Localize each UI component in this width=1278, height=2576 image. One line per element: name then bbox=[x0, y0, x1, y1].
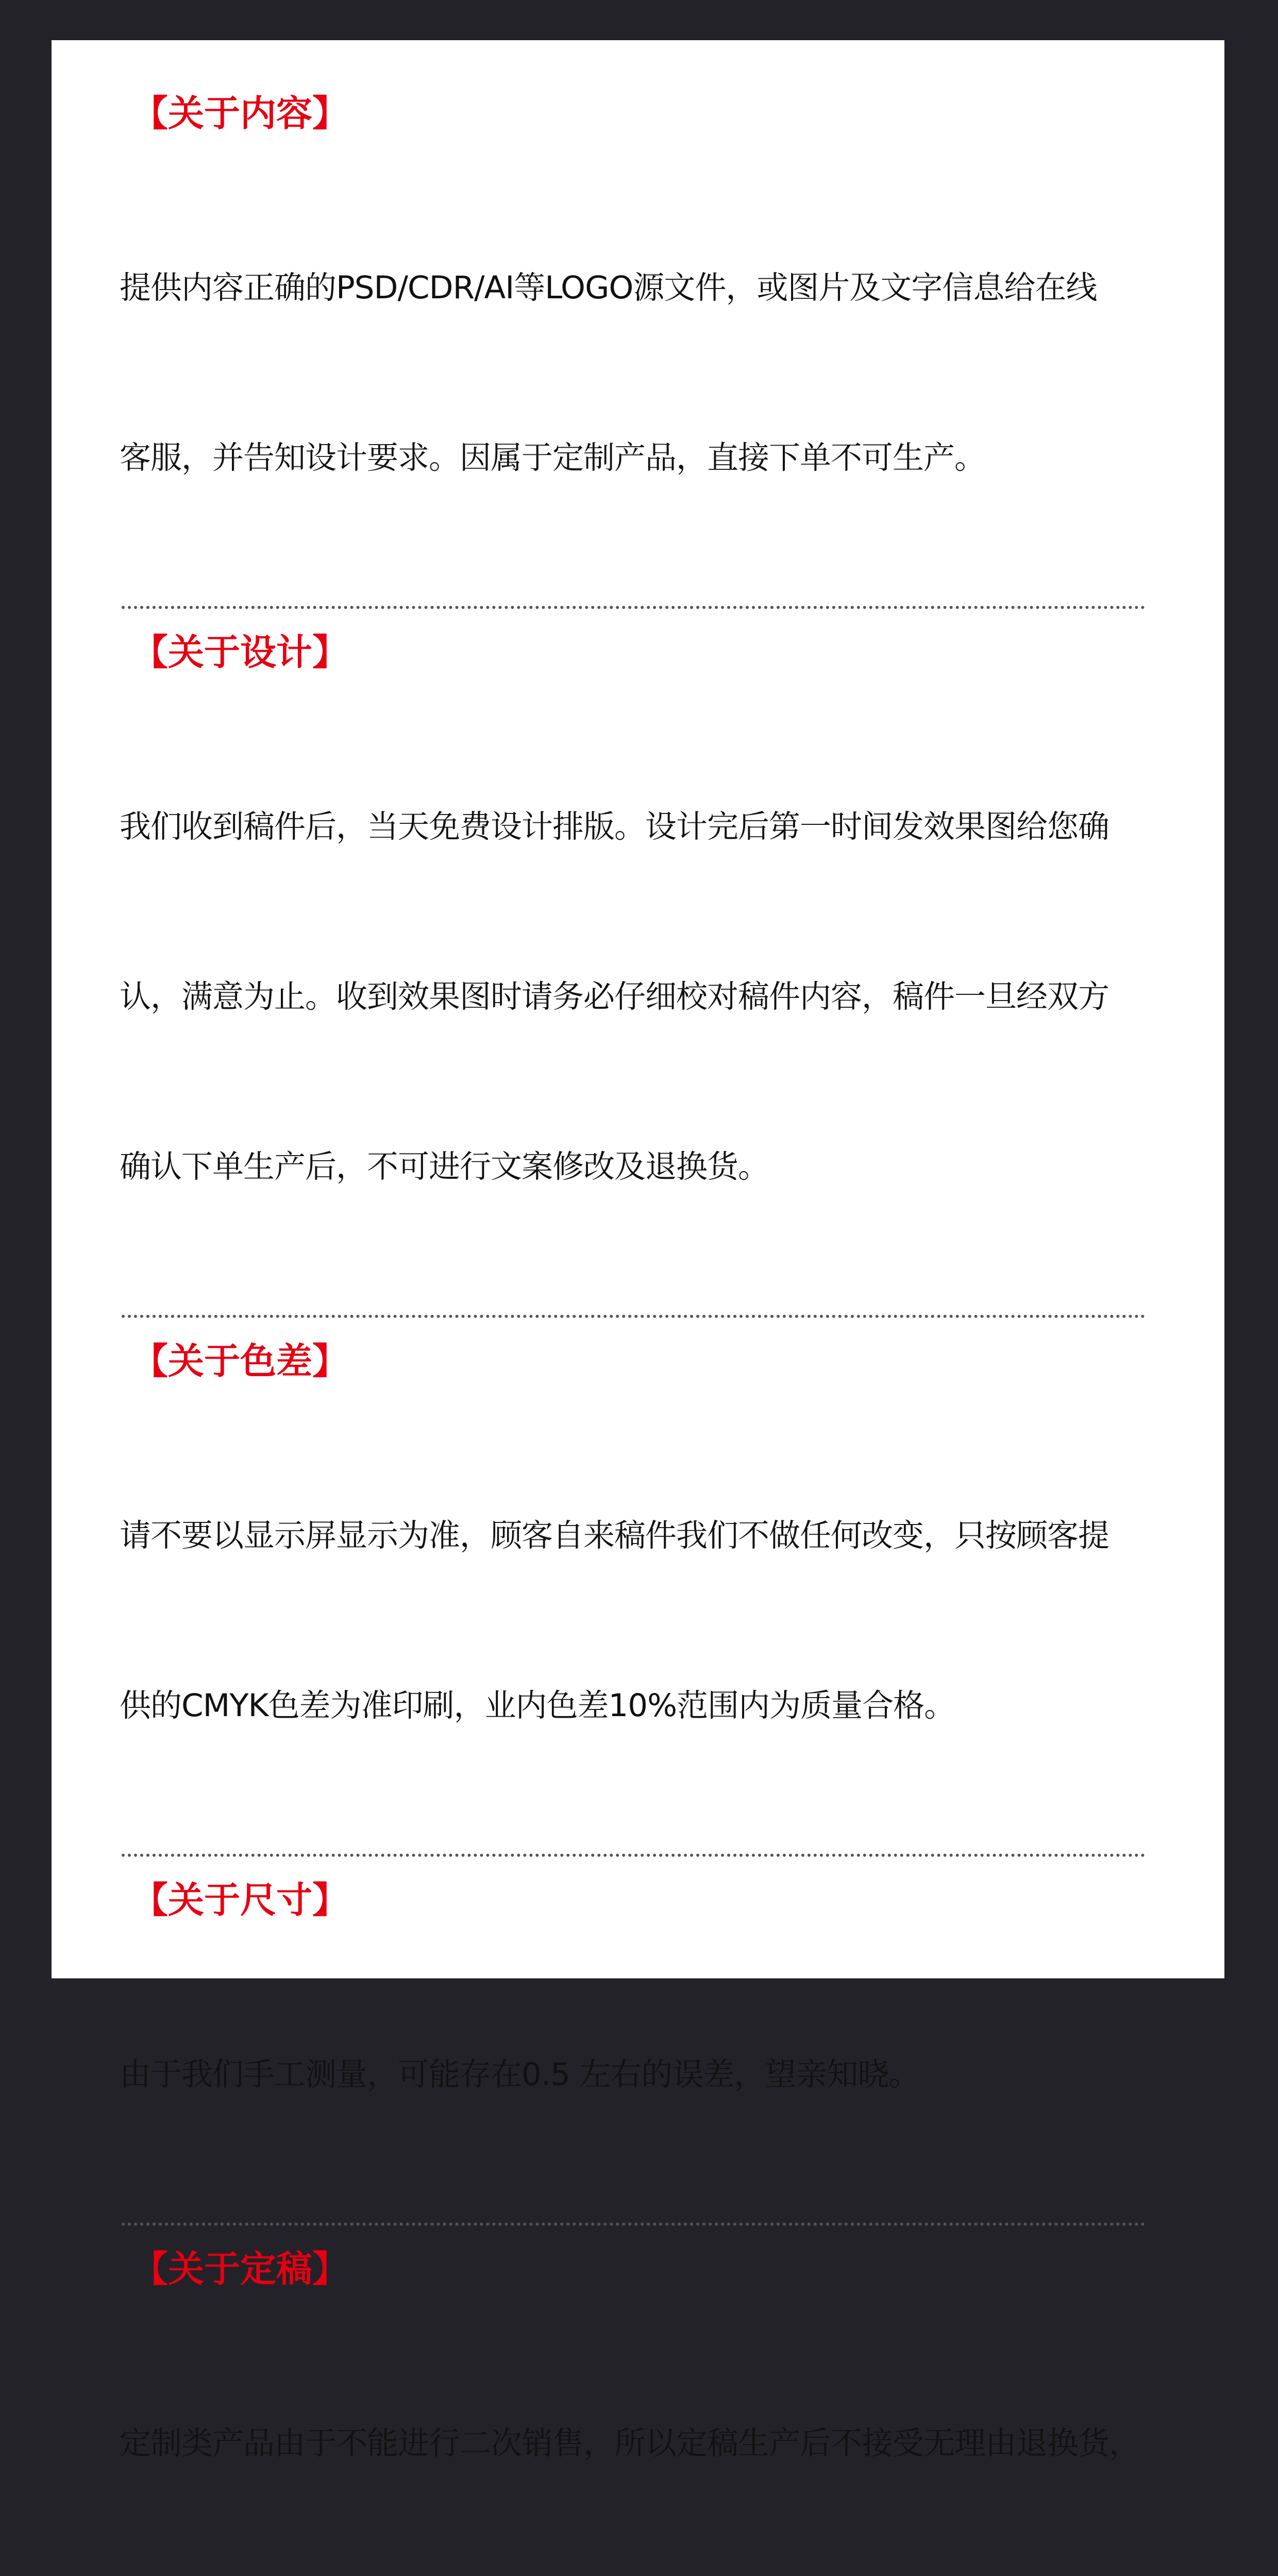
body-line: 客服，并告知设计要求。因属于定制产品，直接下单不可生产。 bbox=[120, 439, 986, 476]
section-body bbox=[120, 2302, 1202, 2576]
body-line: 提供内容正确的PSD/CDR/AI等LOGO源文件，或图片及文字信息给在线 bbox=[120, 269, 1097, 306]
section-design bbox=[120, 626, 1202, 1318]
section-content bbox=[120, 88, 1202, 609]
section-body bbox=[120, 1394, 1202, 1848]
section-body bbox=[120, 146, 1202, 600]
section-heading: 【关于设计】 bbox=[132, 631, 348, 673]
body-line: 请不要以显示屏显示为准，顾客自来稿件我们不做任何改变，只按顾客提 bbox=[120, 1517, 1109, 1554]
dotted-divider bbox=[122, 1854, 1145, 1857]
body-line: 供的CMYK色差为准印刷，业内色差10%范围内为质量合格。 bbox=[120, 1687, 955, 1724]
section-body bbox=[120, 1933, 1202, 2216]
dotted-divider bbox=[122, 1315, 1145, 1318]
body-line: 确认下单生产后，不可进行文案修改及退换货。 bbox=[120, 1148, 769, 1185]
section-heading: 【关于尺寸】 bbox=[132, 1879, 348, 1921]
section-heading: 【关于内容】 bbox=[132, 92, 348, 134]
section-size bbox=[120, 1874, 1202, 2226]
dotted-divider bbox=[122, 606, 1145, 609]
section-heading: 【关于色差】 bbox=[132, 1340, 348, 1382]
section-color-difference bbox=[120, 1335, 1202, 1857]
body-line: 认，满意为止。收到效果图时请务必仔细校对稿件内容，稿件一旦经双方 bbox=[120, 978, 1109, 1015]
notice-panel bbox=[52, 40, 1224, 2462]
notice-content bbox=[120, 88, 1202, 2576]
section-final-draft bbox=[120, 2243, 1202, 2576]
body-line: 我们收到稿件后，当天免费设计排版。设计完后第一时间发效果图给您确 bbox=[120, 808, 1109, 845]
dotted-divider bbox=[122, 2223, 1145, 2226]
body-line: 定制类产品由于不能进行二次销售，所以定稿生产后不接受无理由退换货， bbox=[120, 2425, 1140, 2462]
body-line: 由于我们手工测量，可能存在0.5 左右的误差，望亲知晓。 bbox=[120, 2056, 920, 2093]
section-body bbox=[120, 685, 1202, 1309]
section-heading: 【关于定稿】 bbox=[132, 2248, 348, 2290]
